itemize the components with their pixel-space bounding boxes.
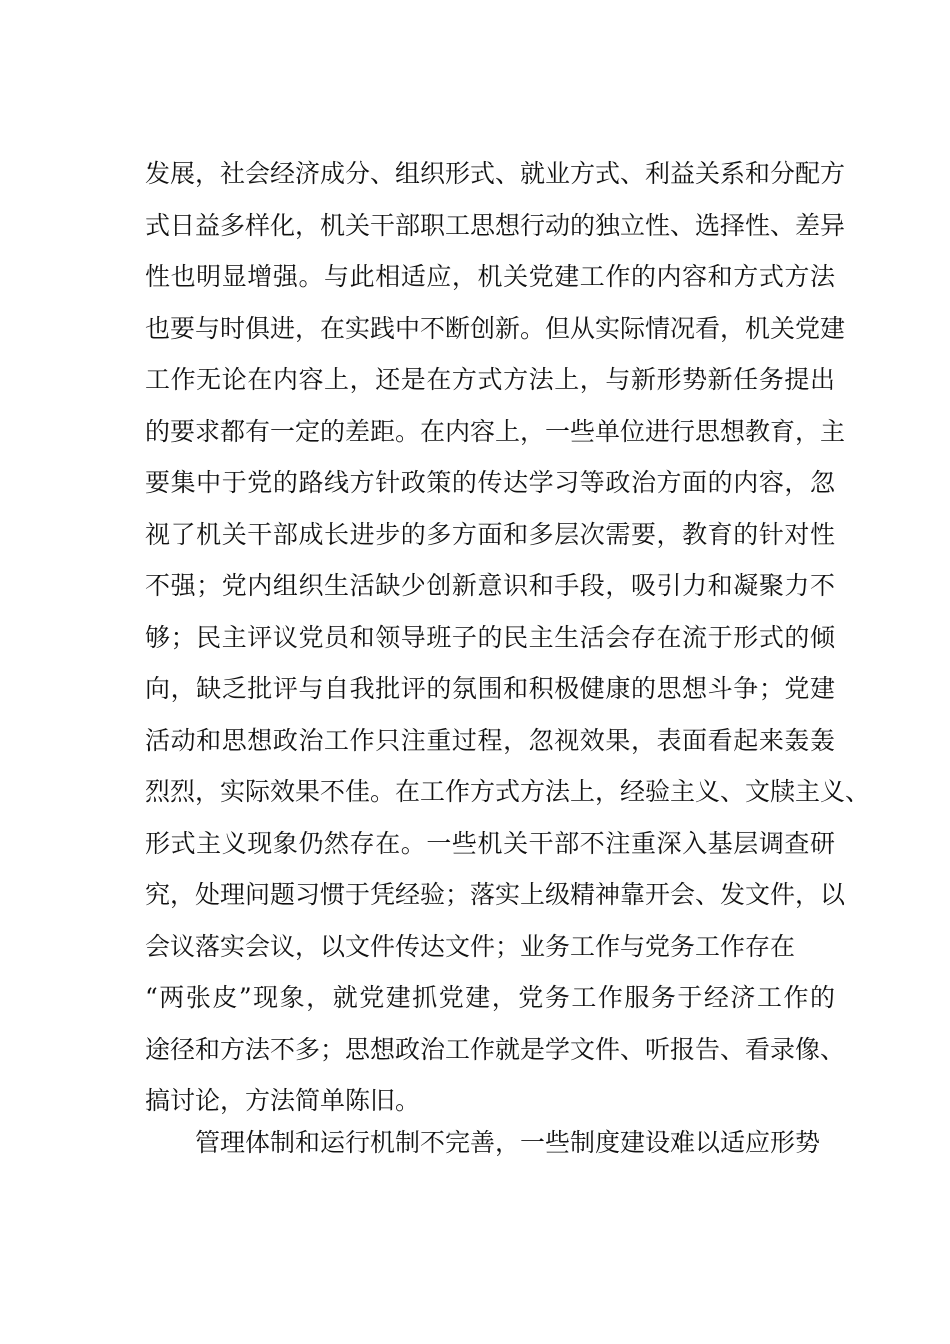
text-line: 也要与时俱进，在实践中不断创新。但从实际情况看，机关党建: [145, 313, 846, 343]
body-paragraph-2: [145, 1117, 835, 1169]
text-line: 的要求都有一定的差距。在内容上，一些单位进行思想教育，主: [145, 416, 846, 446]
text-line: 烈烈，实际效果不佳。在工作方式方法上，经验主义、文牍主义、: [145, 777, 871, 806]
text-line: 活动和思想政治工作只注重过程，忽视效果，表面看起来轰轰: [145, 725, 835, 755]
text-line: 发展，社会经济成分、组织形式、就业方式、利益关系和分配方: [145, 159, 846, 188]
text-line: “两张皮”现象，就党建抓党建，党务工作服务于经济工作的: [145, 983, 835, 1012]
text-line: 途径和方法不多；思想政治工作就是学文件、听报告、看录像、: [145, 1034, 846, 1064]
text-line: 够；民主评议党员和领导班子的民主生活会存在流于形式的倾: [145, 622, 835, 652]
text-line: 不强；党内组织生活缺少创新意识和手段，吸引力和凝聚力不: [145, 571, 835, 600]
text-line: 视了机关干部成长进步的多方面和多层次需要，教育的针对性: [145, 519, 835, 549]
text-line: 会议落实会议，以文件传达文件；业务工作与党务工作存在: [145, 931, 796, 961]
text-line: 管理体制和运行机制不完善，一些制度建设难以适应形势: [195, 1128, 821, 1157]
text-line: 搞讨论，方法简单陈旧。: [145, 1086, 421, 1115]
text-line: 形式主义现象仍然存在。一些机关干部不注重深入基层调查研: [145, 828, 835, 858]
text-line: 究，处理问题习惯于凭经验；落实上级精神靠开会、发文件，以: [145, 880, 846, 909]
text-line: 向，缺乏批评与自我批评的氛围和积极健康的思想斗争；党建: [145, 674, 835, 703]
text-line: 要集中于党的路线方针政策的传达学习等政治方面的内容，忽: [145, 468, 835, 497]
body-paragraph-1: [145, 148, 871, 1127]
text-line: 式日益多样化，机关干部职工思想行动的独立性、选择性、差异: [145, 210, 846, 240]
text-line: 工作无论在内容上，还是在方式方法上，与新形势新任务提出: [145, 365, 835, 394]
text-line: 性也明显增强。与此相适应，机关党建工作的内容和方式方法: [145, 262, 835, 291]
